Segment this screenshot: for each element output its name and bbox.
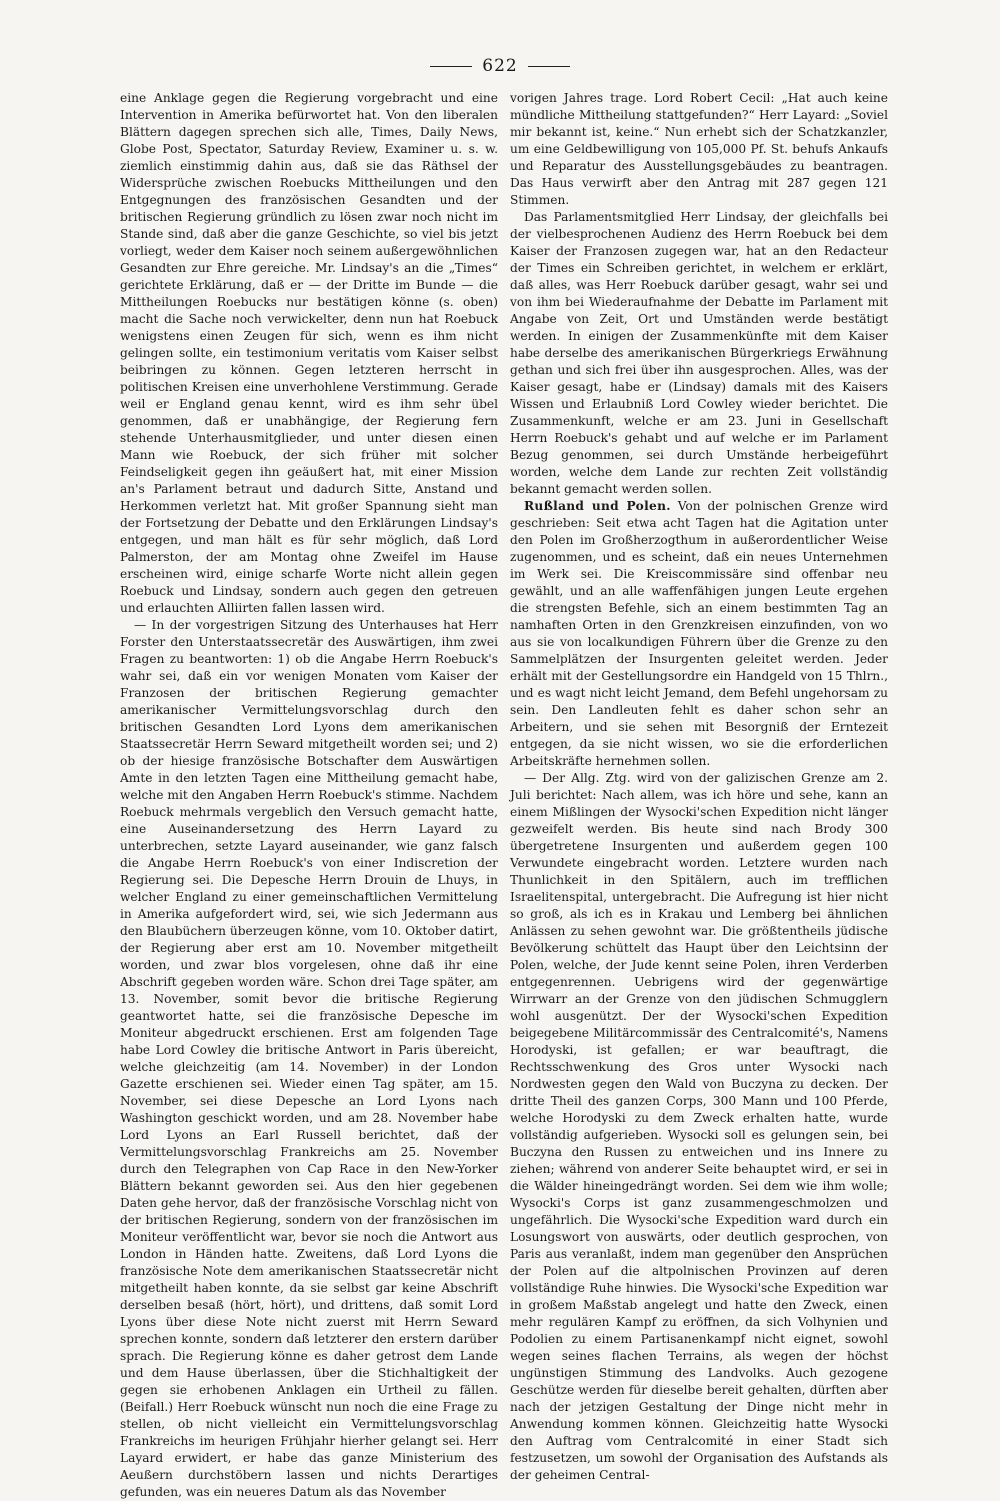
right-paragraph-1: vorigen Jahres trage. Lord Robert Cecil: „Hat auch keine mündliche Mittheilung stattgefunden?“ Herr Layard: „Soviel mir bekannt ist, keine.“ Nun erhebt sich der Schatzkanzler, um eine Geldbewilligung von 105,000 Pf. St. behufs Ankaufs und Reparatur des Ausstellungsgebäudes zu beantragen. Das Haus verwirft aber den Antrag mit 287 gegen 121 Stimmen. [510, 91, 888, 207]
left-paragraph-2: — In der vorgestrigen Sitzung des Unterhauses hat Herr Forster den Unterstaatssecretär des Auswärtigen, ihm zwei Fragen zu beantworten: 1) ob die Angabe Herrn Roebuck's wahr sei, daß ein vor wenigen Monaten vom Kaiser der Franzosen der britischen Regierung gemachter amerikanischer Vermittelungsvorschlag durch den britischen Gesandten Lord Lyons dem amerikanischen Staatssecretär Herrn Seward mitgetheilt worden sei; und 2) ob der hiesige französische Botschafter dem Auswärtigen Amte in den letzten Tagen eine Mittheilung gemacht habe, welche mit den Angaben Herrn Roebuck's stimme. Nachdem Roebuck mehrmals vergeblich den Versuch gemacht hatte, eine Auseinandersetzung des Herrn Layard zu unterbrechen, setzte Layard auseinander, wie ganz falsch die Angabe Herrn Roebuck's von einer Indiscretion der Regierung sei. Die Depesche Herrn Drouin de Lhuys, in welcher England zu einer gemeinschaftlichen Vermittelung in Amerika aufgefordert wird, sei, wie sich Jedermann aus den Blaubüchern überzeugen könne, vom 10. Oktober datirt, der Regierung aber erst am 10. November mitgetheilt worden, und zwar blos vorgelesen, ohne daß ihr eine Abschrift gegeben worden wäre. Schon drei Tage später, am 13. November, somit bevor die britische Regierung geantwortet hatte, sei die französische Depesche im Moniteur abgedruckt erschienen. Erst am folgenden Tage habe Lord Cowley die britische Antwort in Paris übereicht, welche gleichzeitig (am 14. November) in der London Gazette erschienen sei. Wieder einen Tag später, am 15. November, sei diese Depesche an Lord Lyons nach Washington geschickt worden, und am 28. November habe Lord Lyons an Earl Russell berichtet, daß der Vermittelungsvorschlag Frankreichs am 25. November durch den Telegraphen von Cap Race in den New-Yorker Blättern bekannt geworden sei. Aus den hier gegebenen Daten gehe hervor, daß der französische Vorschlag nicht von der britischen Regierung, sondern von der französischen im Moniteur veröffentlicht war, bevor sie noch die Antwort aus London in Händen hatte. Zweitens, daß Lord Lyons die französische Note dem amerikanischen Staatssecretär nicht mitgetheilt haben konnte, da sie selbst gar keine Abschrift derselben besaß (hört, hört), und drittens, daß somit Lord Lyons über diese Note nicht zuerst mit Herrn Seward sprechen konnte, sondern daß letzterer den erstern darüber sprach. Die Regierung könne es daher getrost dem Lande und dem Hause überlassen, über die Stichhaltigkeit der gegen sie erhobenen Anklagen ein Urtheil zu fällen. (Beifall.) Herr Roebuck wünscht nun noch die eine Frage zu stellen, ob nicht vielleicht ein Vermittelungsvorschlag Frankreichs im heurigen Frühjahr hierher gelangt sei. Herr Layard erwidert, er habe das ganze Ministerium des Aeußern durchstöbern lassen und nichts Derartiges gefunden, was ein neueres Datum als das November [120, 618, 498, 1499]
right-column [510, 90, 888, 1482]
header-dash-left [430, 66, 472, 67]
header-dash-right [528, 66, 570, 67]
section-body: Von der polnischen Grenze wird geschrieben: Seit etwa acht Tagen hat die Agitation unter den Polen im Großherzogthum in außerordentlicher Weise zugenommen, und es scheint, daß ein neues Unternehmen im Werk sei. Die Kreiscommissäre sind offenbar neu gewählt, und an alle waffenfähigen jungen Leute ergehen die strengsten Befehle, sich an einem bestimmten Tag an namhaften Orten in den Grenzkreisen einzufinden, von wo aus sie von localkundigen Führern über die Grenze zu den Sammelplätzen der Insurgenten geleitet werden. Jeder erhält mit der Gestellungsordre ein Handgeld von 15 Thlrn., und es wagt nicht leicht Jemand, dem Befehl ungehorsam zu sein. Den Landleuten fehlt es daher schon sehr an Arbeitern, und sie sehen mit Besorgniß der Erntezeit entgegen, da sie nicht wissen, wo sie die erforderlichen Arbeitskräfte hernehmen sollen. [510, 499, 888, 768]
page-header [0, 56, 1000, 76]
text-columns [120, 90, 888, 1499]
right-paragraph-3 [510, 498, 888, 770]
section-heading: Rußland und Polen. [524, 499, 671, 513]
left-paragraph-1: eine Anklage gegen die Regierung vorgebracht und eine Intervention in Amerika befürwortet hat. Von den liberalen Blättern dagegen sprechen sich alle, Times, Daily News, Globe Post, Spectator, Saturday Review, Examiner u. s. w. ziemlich einstimmig dahin aus, daß sie das Räthsel der Widersprüche zwischen Roebucks Mittheilungen und den Entgegnungen des französischen Gesandten und der britischen Regierung gründlich zu lösen zwar noch nicht im Stande sind, daß aber die ganze Geschichte, so viel bis jetzt vorliegt, weder dem Kaiser noch seinem außergewöhnlichen Gesandten zur Ehre gereiche. Mr. Lindsay's an die „Times“ gerichtete Erklärung, daß er — der Dritte im Bunde — die Mittheilungen Roebucks nur bestätigen könne (s. oben) macht die Sache noch verwickelter, denn nun hat Roebuck wenigstens einen Zeugen für sich, wenn es ihm nicht gelingen sollte, ein testimonium veritatis vom Kaiser selbst beibringen zu können. Gegen letzteren herrscht in politischen Kreisen eine unverhohlene Verstimmung. Gerade weil er England genau kennt, wird es ihm sehr übel genommen, daß er unabhängige, der Regierung fern stehende Unterhausmitglieder, und unter diesen einen Mann wie Roebuck, der sich früher mit solcher Feindseligkeit gegen ihn geäußert hat, mit einer Mission an's Parlament betraut und dadurch Sitte, Anstand und Herkommen verletzt hat. Mit großer Spannung sieht man der Fortsetzung der Debatte und den Erklärungen Lindsay's entgegen, und man hält es für sehr möglich, daß Lord Palmerston, der am Montag ohne Zweifel im Hause erscheinen wird, einige scharfe Worte nicht allein gegen Roebuck und Lindsay, sondern auch gegen den getreuen und erlauchten Alliirten fallen lassen wird. [120, 91, 498, 615]
left-column [120, 90, 498, 1499]
right-paragraph-2: Das Parlamentsmitglied Herr Lindsay, der gleichfalls bei der vielbesprochenen Audienz des Herrn Roebuck bei dem Kaiser der Franzosen zugegen war, hat an den Redacteur der Times ein Schreiben gerichtet, in welchem er erklärt, daß alles, was Herr Roebuck darüber gesagt, wahr sei und von ihm bei Wiederaufnahme der Debatte im Parlament mit Angabe von Zeit, Ort und Umständen werde bestätigt werden. In einigen der Zusammenkünfte mit dem Kaiser habe derselbe des amerikanischen Bürgerkriegs Erwähnung gethan und sich frei über ihn ausgesprochen. Alles, was der Kaiser gesagt, habe er (Lindsay) damals mit des Kaisers Wissen und Erlaubniß Lord Cowley wieder berichtet. Die Zusammenkunft, welche er am 23. Juni in Gesellschaft Herrn Roebuck's gehabt und auf welche er im Parlament Bezug genommen, sei durch Umstände herbeigeführt worden, welche dem Lande zur rechten Zeit vollständig bekannt gemacht werden sollen. [510, 210, 888, 496]
page-number: 622 [482, 56, 518, 76]
right-paragraph-4: — Der Allg. Ztg. wird von der galizischen Grenze am 2. Juli berichtet: Nach allem, was ich höre und sehe, kann an einem Mißlingen der Wysocki'schen Expedition nicht länger gezweifelt werden. Bis heute sind nach Brody 300 übergetretene Insurgenten und außerdem gegen 100 Verwundete eingebracht worden. Letztere wurden nach Thunlichkeit in den Spitälern, auch im trefflichen Israelitenspital, untergebracht. Die Aufregung ist hier nicht so groß, als ich es in Krakau und Lemberg bei ähnlichen Anlässen zu sehen gewohnt war. Die größtentheils jüdische Bevölkerung schüttelt das Haupt über den Leichtsinn der Polen, welche, der Jude kennt seine Polen, ihren Verderben entgegenrennen. Uebrigens wird der gegenwärtige Wirrwarr an der Grenze von den jüdischen Schmugglern wohl ausgenützt. Der der Wysocki'schen Expedition beigegebene Militärcommissär des Centralcomité's, Namens Horodyski, ist gefallen; er war beauftragt, die Rechtsschwenkung des Gros unter Wysocki nach Nordwesten gegen den Wald von Buczyna zu decken. Der dritte Theil des ganzen Corps, 300 Mann und 100 Pferde, welche Horodyski zu dem Zweck erhalten hatte, wurde vollständig aufgerieben. Wysocki soll es gelungen sein, bei Buczyna den Russen zu entweichen und ins Innere zu ziehen; während von anderer Seite behauptet wird, er sei in die Wälder hineingedrängt worden. Sei dem wie ihm wolle; Wysocki's Corps ist ganz zusammengeschmolzen und ungefährlich. Die Wysocki'sche Expedition ward durch ein Losungswort von auswärts, oder deutlich gesprochen, von Paris aus veranlaßt, indem man gegenüber den Ansprüchen der Polen auf die altpolnischen Provinzen auf deren vollständige Ruhe hinwies. Die Wysocki'sche Expedition war in großem Maßstab angelegt und hatte den Zweck, einen mehr regulären Kampf zu eröffnen, da sich Volhynien und Podolien zu einem Partisanenkampf nicht eignet, sowohl wegen seines flachen Terrains, als wegen der höchst ungünstigen Stimmung des Landvolks. Auch gezogene Geschütze werden für dieselbe bereit gehalten, dürften aber nach der jetzigen Gestaltung der Dinge nicht mehr in Anwendung kommen können. Gleichzeitig hatte Wysocki den Auftrag vom Centralcomité in einer Stadt sich festzusetzen, um sowohl der Organisation des Aufstands als der geheimen Central- [510, 771, 888, 1482]
